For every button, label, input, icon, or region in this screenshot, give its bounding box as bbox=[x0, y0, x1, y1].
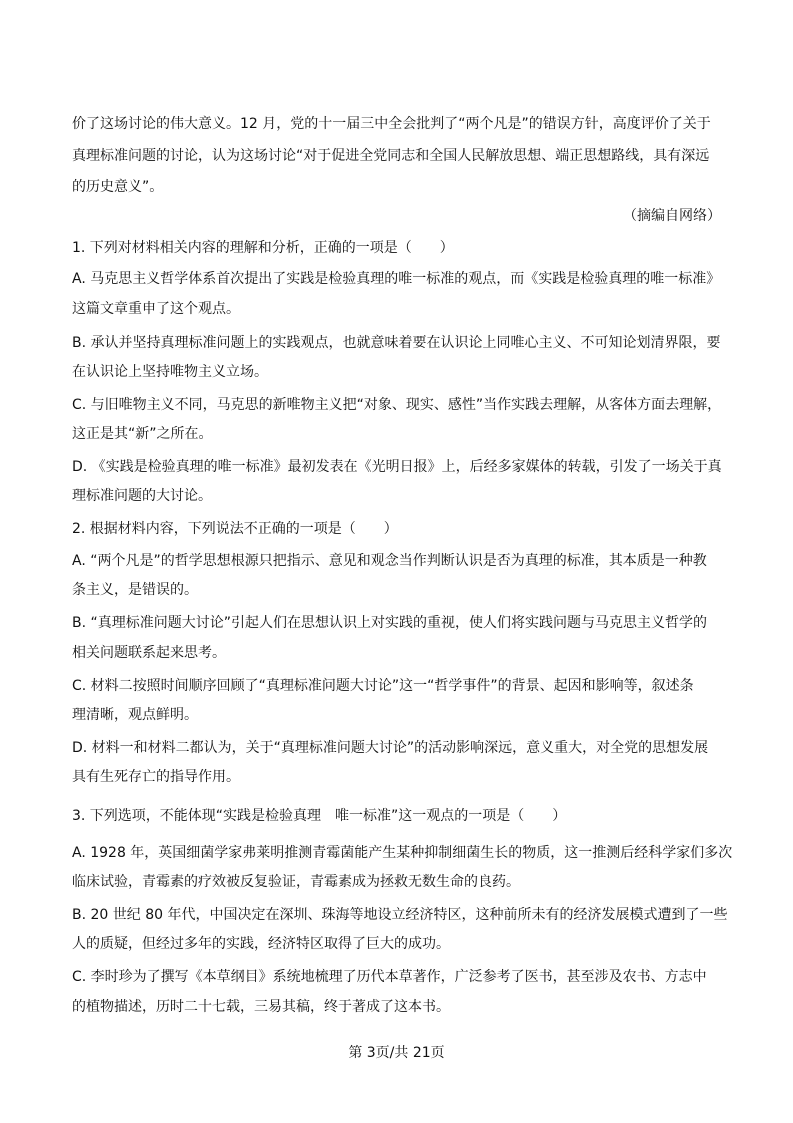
question-2-option-c-line-2: 理清晰，观点鲜明。 bbox=[72, 707, 198, 723]
question-3-option-b-line-2: 人的质疑，但经过多年的实践，经济特区取得了巨大的成功。 bbox=[72, 936, 450, 952]
question-1-option-c-line-2: 这正是其“新”之所在。 bbox=[72, 426, 213, 442]
question-3-option-c-line-2: 的植物描述，历时二十七载，三易其稿，终于著成了这本书。 bbox=[72, 999, 450, 1015]
question-1-option-b-line-1: B. 承认并坚持真理标准问题上的实践观点，也就意味着要在认识论上同唯心主义、不可知论划清界限，要 bbox=[72, 335, 721, 351]
question-2-option-d-line-1: D. 材料一和材料二都认为，关于“真理标准问题大讨论”的活动影响深远，意义重大，对全党的思想发展 bbox=[72, 740, 709, 756]
page-number-footer: 第 3页/共 21页 bbox=[348, 1045, 445, 1061]
question-3-stem: 3. 下列选项，不能体现“实践是检验真理 唯一标准”这一观点的一项是（ ） bbox=[72, 808, 567, 824]
question-3-option-c-line-1: C. 李时珍为了撰写《本草纲目》系统地梳理了历代本草著作，广泛参考了医书，甚至涉及农书、方志中 bbox=[72, 969, 707, 985]
question-2-option-b-line-2: 相关问题联系起来思考。 bbox=[72, 645, 226, 661]
question-1-option-d-line-2: 理标准问题的大讨论。 bbox=[72, 488, 212, 504]
question-1-stem: 1. 下列对材料相关内容的理解和分析，正确的一项是（ ） bbox=[72, 240, 454, 256]
question-1-option-b-line-2: 在认识论上坚持唯物主义立场。 bbox=[72, 364, 268, 380]
question-2-stem: 2. 根据材料内容，下列说法不正确的一项是（ ） bbox=[72, 521, 398, 537]
question-2-option-a-line-1: A. “两个凡是”的哲学思想根源只把指示、意见和观念当作判断认识是否为真理的标准，其本质是一种教 bbox=[72, 553, 707, 569]
intro-line-1: 价了这场讨论的伟大意义。12 月，党的十一届三中全会批判了“两个凡是”的错误方针，高度评价了关于 bbox=[72, 116, 711, 132]
intro-line-2: 真理标准问题的讨论，认为这场讨论“对于促进全党同志和全国人民解放思想、端正思想路线，具有深远 bbox=[72, 148, 710, 164]
intro-line-3: 的历史意义”。 bbox=[72, 179, 164, 195]
question-2-option-c-line-1: C. 材料二按照时间顺序回顾了“真理标准问题大讨论”这一“哲学事件”的背景、起因和影响等，叙述条 bbox=[72, 678, 694, 694]
question-3-option-b-line-1: B. 20 世纪 80 年代，中国决定在深圳、珠海等地设立经济特区，这种前所未有的经济发展模式遭到了一些 bbox=[72, 907, 728, 923]
question-3-option-a-line-1: A. 1928 年，英国细菌学家弗莱明推测青霉菌能产生某种抑制细菌生长的物质，这一推测后经科学家们多次 bbox=[72, 845, 733, 861]
question-1-option-c-line-1: C. 与旧唯物主义不同，马克思的新唯物主义把“对象、现实、感性”当作实践去理解，从客体方面去理解， bbox=[72, 397, 722, 413]
question-1-option-a-line-1: A. 马克思主义哲学体系首次提出了实践是检验真理的唯一标准的观点，而《实践是检验真理的唯一标准》 bbox=[72, 271, 721, 287]
question-1-option-a-line-2: 这篇文章重申了这个观点。 bbox=[72, 301, 240, 317]
question-3-option-a-line-2: 临床试验，青霉素的疗效被反复验证，青霉素成为拯救无数生命的良药。 bbox=[72, 874, 520, 890]
question-1-option-d-line-1: D. 《实践是检验真理的唯一标准》最初发表在《光明日报》上，后经多家媒体的转载，引发了一场关于真 bbox=[72, 459, 722, 475]
question-2-option-a-line-2: 条主义，是错误的。 bbox=[72, 582, 198, 598]
source-note: （摘编自网络） bbox=[623, 208, 721, 224]
question-2-option-b-line-1: B. “真理标准问题大讨论”引起人们在思想认识上对实践的重视，使人们将实践问题与马克思主义哲学的 bbox=[72, 615, 708, 631]
question-2-option-d-line-2: 具有生死存亡的指导作用。 bbox=[72, 769, 240, 785]
